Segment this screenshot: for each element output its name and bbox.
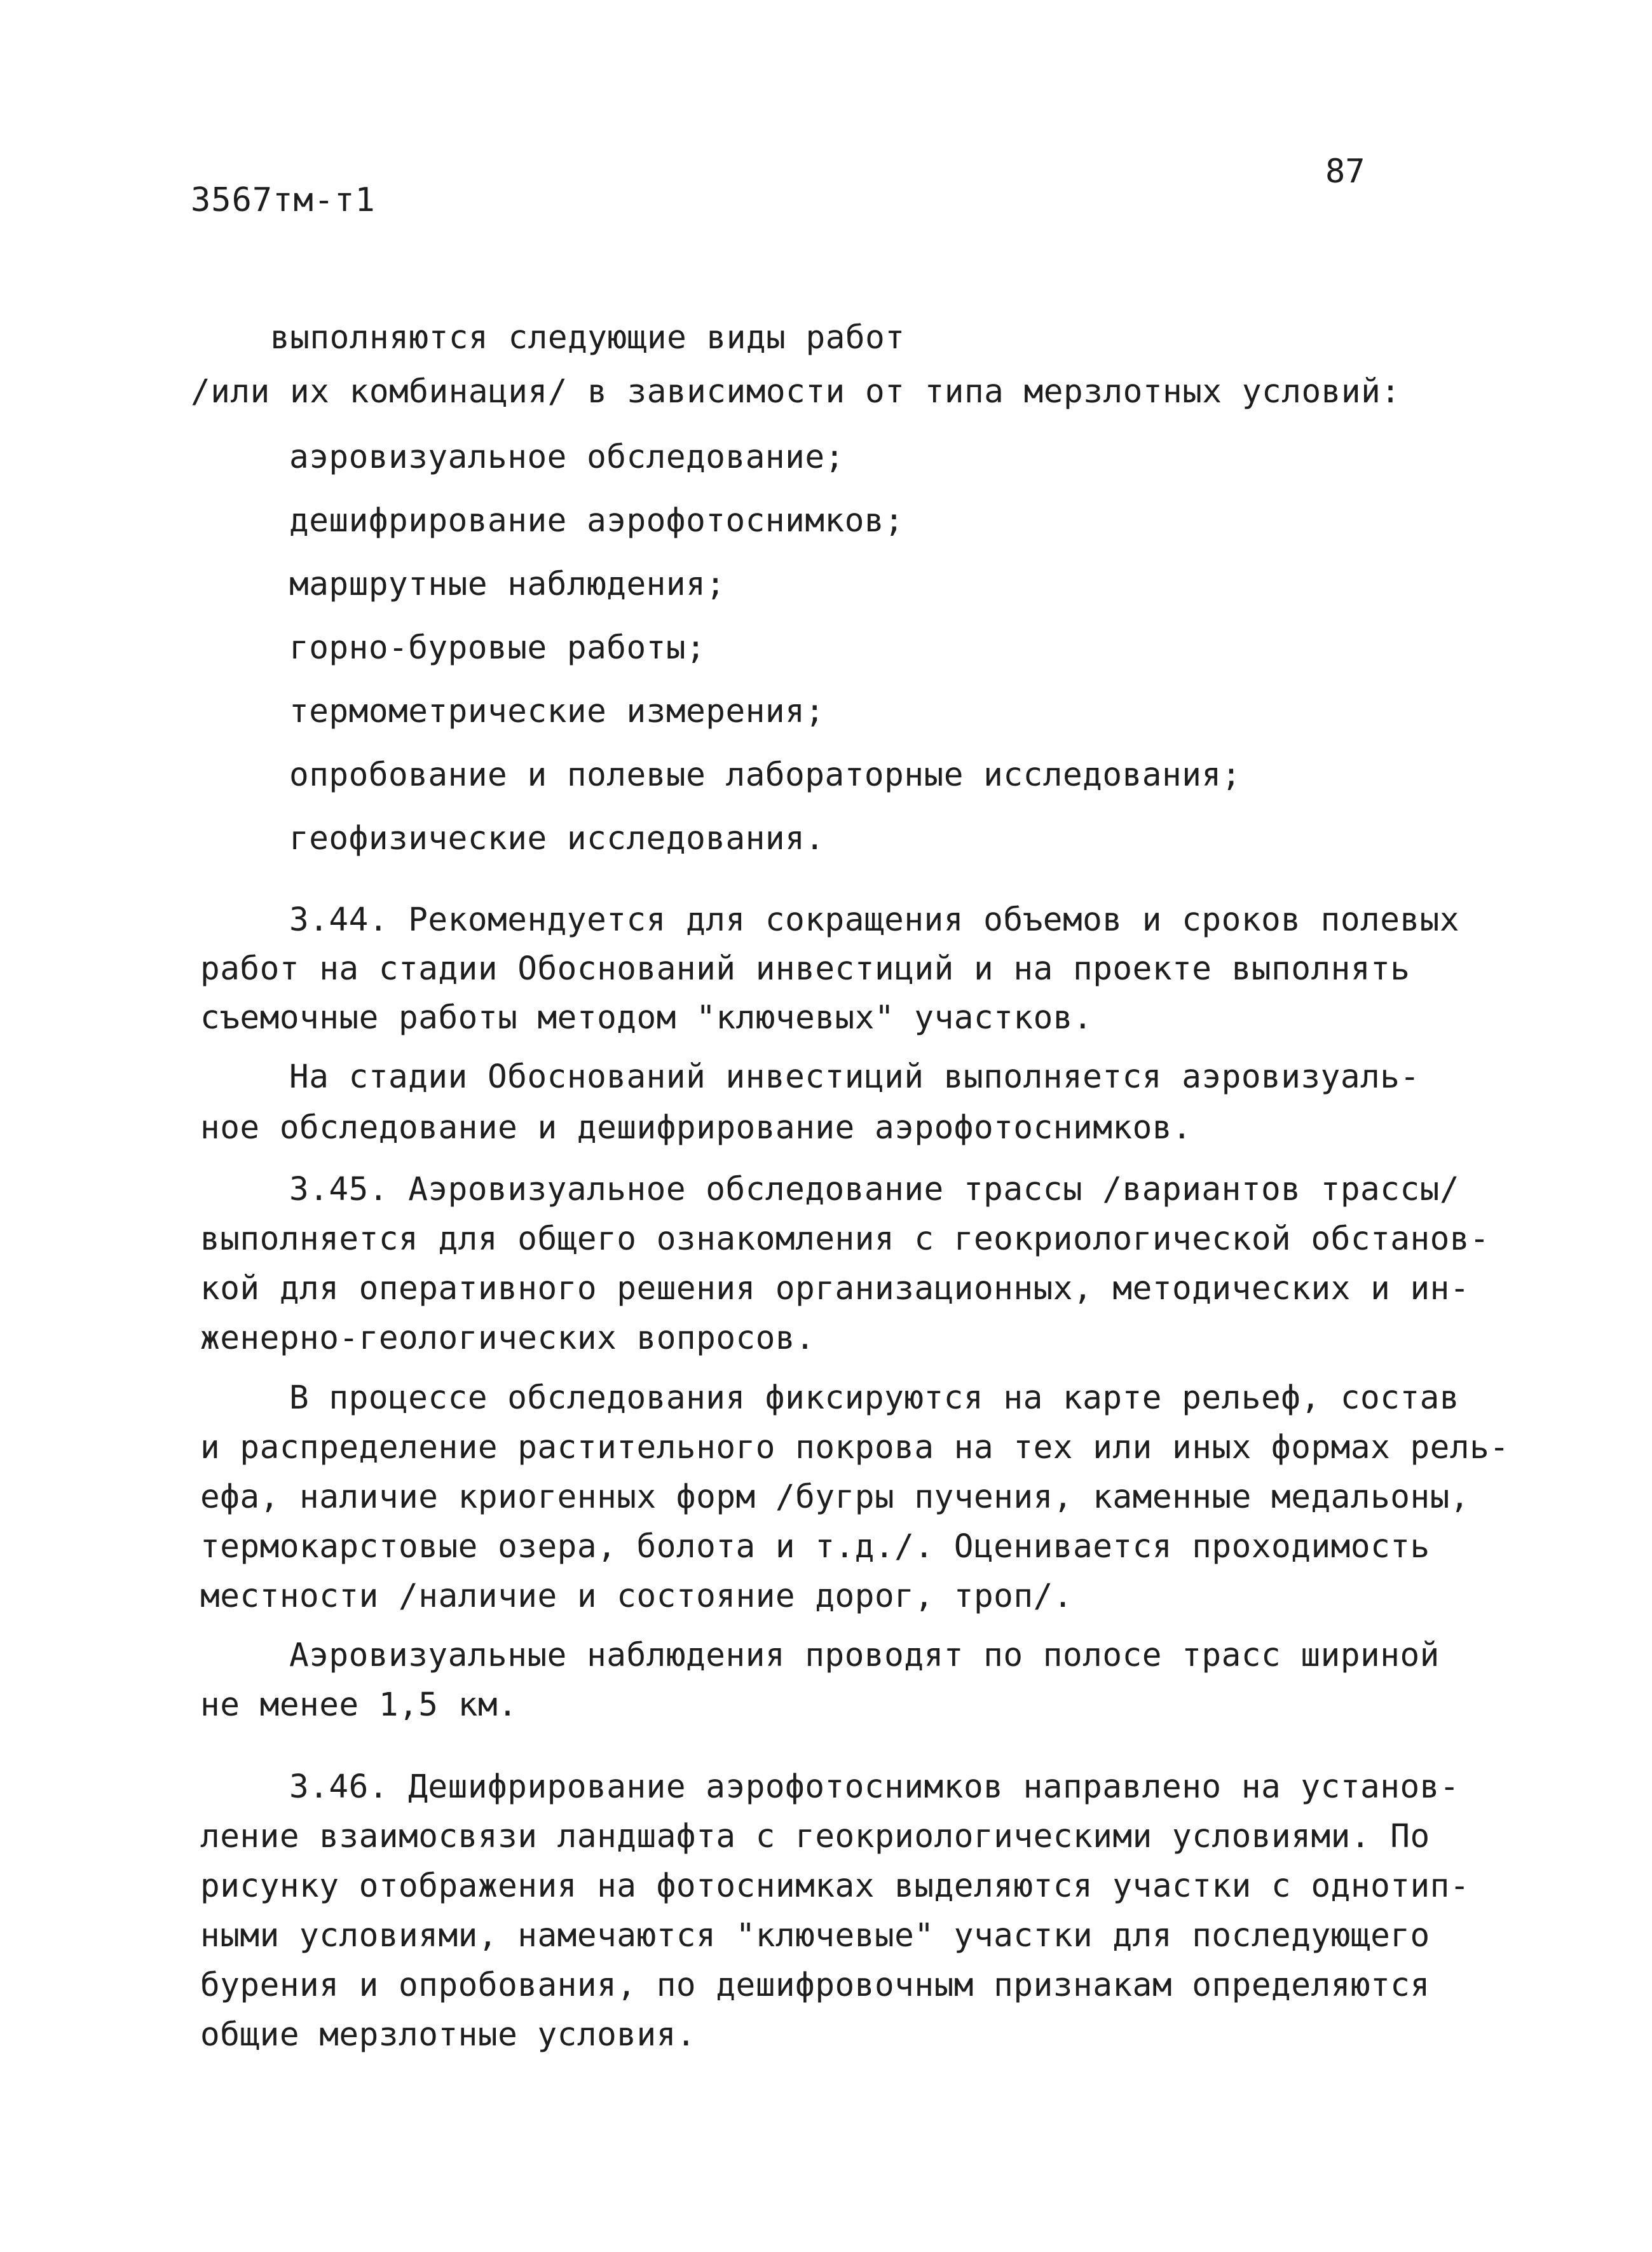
- paragraph-line: не менее 1,5 км.: [200, 1686, 518, 1724]
- paragraph-line: работ на стадии Обоснований инвестиций и на проекте выполнять: [200, 950, 1410, 988]
- paragraph-line: выполняется для общего ознакомления с геокриологической обстанов-: [200, 1220, 1490, 1258]
- paragraph-line: бурения и опробования, по дешифровочным признакам определяются: [200, 1967, 1430, 2004]
- intro-line: выполняются следующие виды работ: [270, 319, 905, 357]
- paragraph-line: 3.44. Рекомендуется для сокращения объемов и сроков полевых: [289, 901, 1460, 939]
- intro-line: /или их комбинация/ в зависимости от типа мерзлотных условий:: [191, 373, 1401, 411]
- list-item: геофизические исследования.: [289, 820, 825, 857]
- paragraph-line: ефа, наличие криогенных форм /бугры пучения, каменные медальоны,: [200, 1478, 1470, 1516]
- list-item: опробование и полевые лабораторные исследования;: [289, 756, 1241, 794]
- paragraph-line: съемочные работы методом "ключевых" участков.: [200, 999, 1093, 1037]
- paragraph-line: кой для оперативного решения организационных, методических и ин-: [200, 1270, 1470, 1307]
- paragraph-line: и распределение растительного покрова на тех или иных формах рель-: [200, 1429, 1510, 1466]
- paragraph-line: Аэровизуальные наблюдения проводят по полосе трасс шириной: [289, 1637, 1440, 1674]
- paragraph-line: ное обследование и дешифрирование аэрофотоснимков.: [200, 1109, 1192, 1147]
- paragraph-line: местности /наличие и состояние дорог, троп/.: [200, 1578, 1074, 1615]
- list-item: аэровизуальное обследование;: [289, 439, 845, 476]
- paragraph-line: ными условиями, намечаются "ключевые" участки для последующего: [200, 1917, 1430, 1955]
- page-number: 87: [1325, 153, 1365, 191]
- list-item: термометрические измерения;: [289, 693, 825, 730]
- document-code: 3567тм-т1: [191, 181, 376, 219]
- paragraph-line: ление взаимосвязи ландшафта с геокриологическими условиями. По: [200, 1818, 1430, 1855]
- paragraph-line: В процессе обследования фиксируются на карте рельеф, состав: [289, 1379, 1460, 1417]
- list-item: дешифрирование аэрофотоснимков;: [289, 502, 905, 540]
- paragraph-line: 3.45. Аэровизуальное обследование трассы /вариантов трассы/: [289, 1171, 1460, 1208]
- paragraph-line: термокарстовые озера, болота и т.д./. Оценивается проходимость: [200, 1528, 1430, 1566]
- paragraph-line: женерно-геологических вопросов.: [200, 1320, 816, 1357]
- list-item: горно-буровые работы;: [289, 629, 706, 667]
- paragraph-line: общие мерзлотные условия.: [200, 2016, 697, 2054]
- paragraph-line: На стадии Обоснований инвестиций выполняется аэровизуаль-: [289, 1058, 1420, 1096]
- paragraph-line: рисунку отображения на фотоснимках выделяются участки с однотип-: [200, 1867, 1470, 1905]
- paragraph-line: 3.46. Дешифрирование аэрофотоснимков направлено на установ-: [289, 1768, 1460, 1806]
- list-item: маршрутные наблюдения;: [289, 566, 726, 603]
